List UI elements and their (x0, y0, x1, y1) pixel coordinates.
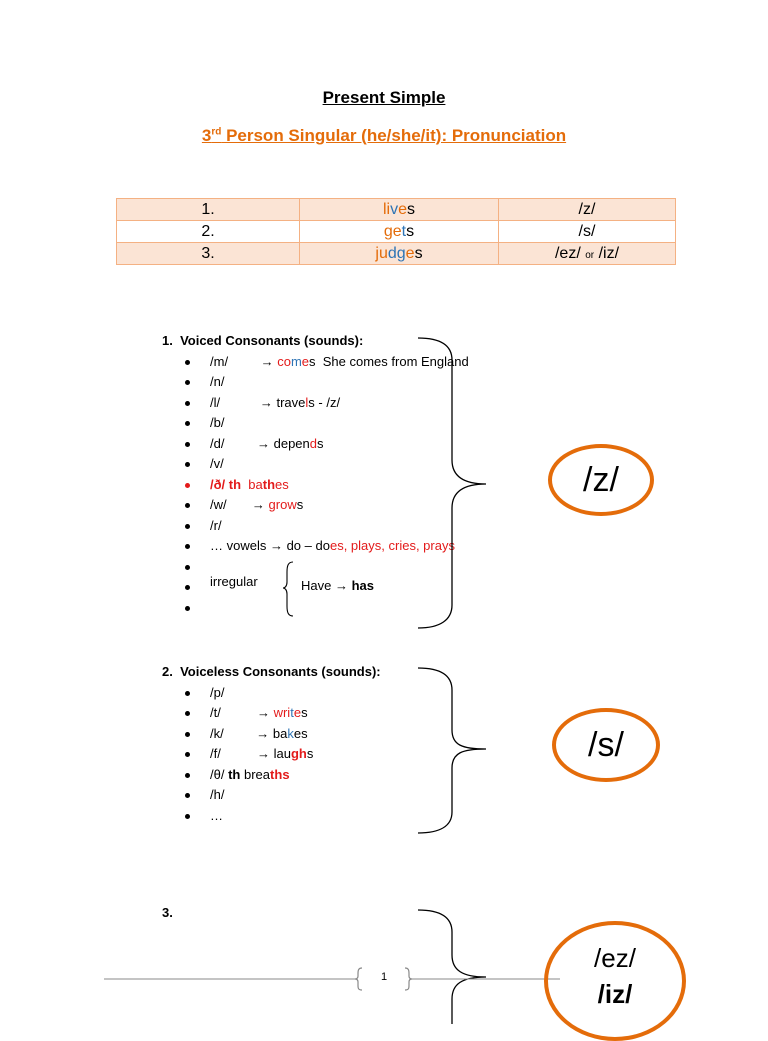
subtitle-superscript: rd (211, 126, 222, 138)
result-ez-iz (544, 921, 686, 1041)
brace-section-3 (418, 910, 486, 1024)
irregular-example: Have → has (301, 578, 374, 593)
result-s: /s/ (552, 708, 660, 782)
example-word: gets (300, 221, 499, 243)
brace-irregular (283, 562, 293, 616)
voiceless-list: /p/ /t/ → writes /k/ → bakes /f/ → laughs /θ/ th breaths /h/ … (185, 683, 505, 828)
example-word: judges (300, 243, 499, 265)
section-3-heading: 3. (162, 905, 173, 920)
row-number: 3. (117, 243, 300, 265)
result-iz: /iz/ (597, 979, 633, 1009)
result-z: /z/ (548, 444, 654, 516)
section-2-heading: 2. Voiceless Consonants (sounds): (162, 664, 381, 679)
row-number: 1. (117, 199, 300, 221)
sound: /z/ (499, 199, 676, 221)
subtitle-text: Person Singular (he/she/it): Pronunciation (221, 126, 567, 145)
footer-bracket-right (405, 968, 412, 990)
sound: /s/ (499, 221, 676, 243)
brace-voiceless (418, 668, 486, 833)
page-number: 1 (380, 971, 388, 983)
brace-voiced (418, 338, 486, 628)
voiced-list: /m/ → comes She comes from England /n/ /l/ → travels - /z/ /b/ /d/ → depends /v/ /ð/ th bathes /w/ → grows /r/ … vowels → do – does, plays, cries, prays irregular Have → has (185, 352, 505, 622)
footer-bracket-left (355, 968, 362, 990)
sound: /ez/ or /iz/ (499, 243, 676, 265)
subtitle-number: 3 (201, 126, 212, 145)
section-1-heading: 1. Voiced Consonants (sounds): (162, 333, 364, 348)
irregular-label: irregular (210, 574, 258, 589)
result-ez: /ez/ (594, 943, 636, 973)
page-title: Present Simple (322, 88, 446, 107)
example-word: lives (300, 199, 499, 221)
row-number: 2. (117, 221, 300, 243)
